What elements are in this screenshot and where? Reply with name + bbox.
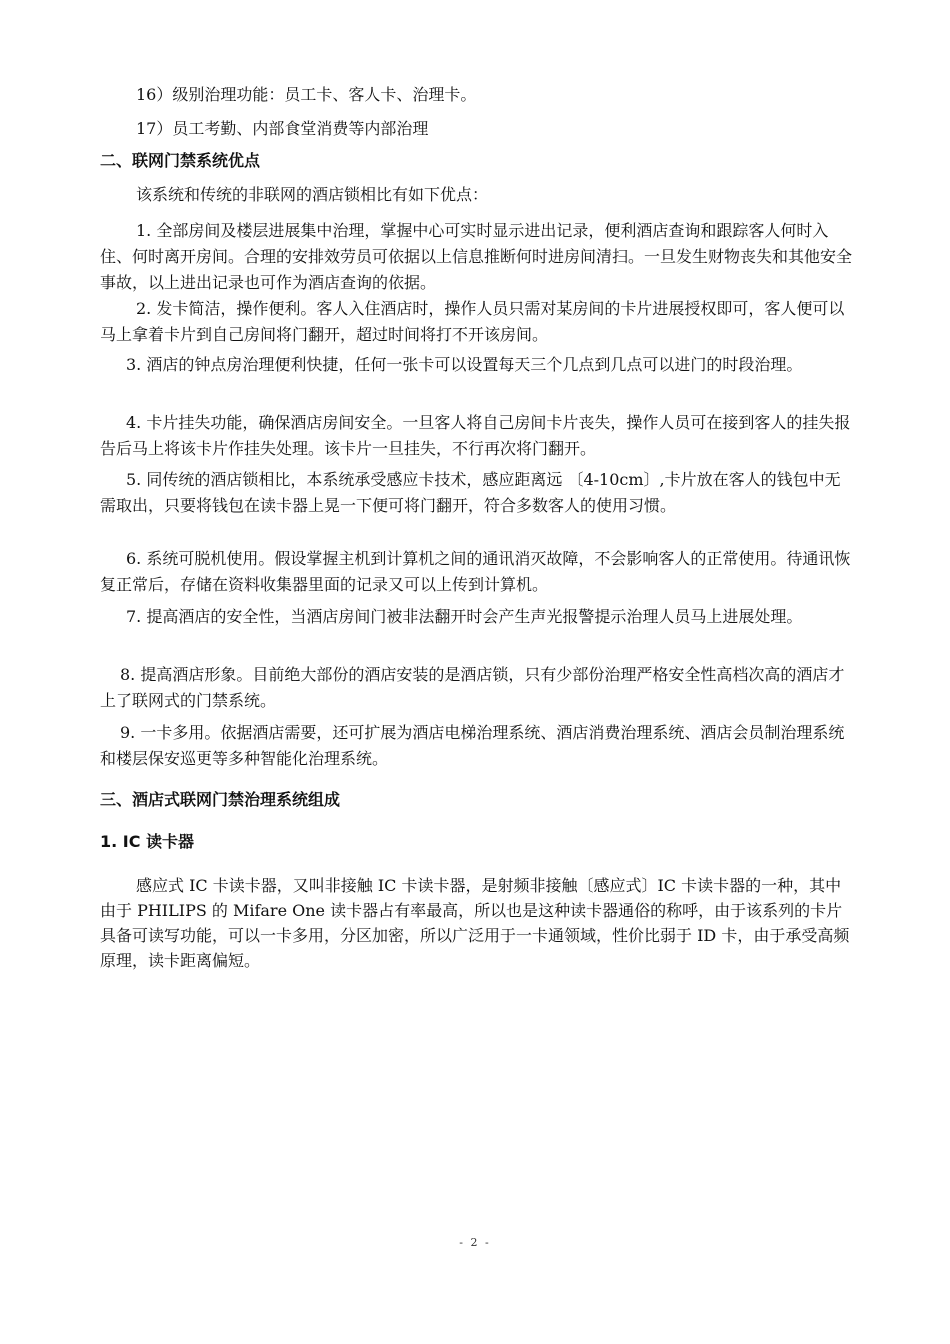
advantage-point-9: 9. 一卡多用。依据酒店需要，还可扩展为酒店电梯治理系统、酒店消费治理系统、酒店会员制治理系统和楼层保安巡更等多种智能化治理系统。 [100, 723, 845, 768]
advantage-point-2: 2. 发卡简洁，操作便利。客人入住酒店时，操作人员只需对某房间的卡片进展授权即可，客人便可以马上拿着卡片到自己房间将门翻开，超过时间将打不开该房间。 [100, 299, 845, 344]
list-item-16: 16）级别治理功能：员工卡、客人卡、治理卡。 [136, 85, 477, 104]
list-item-17: 17）员工考勤、内部食堂消费等内部治理 [136, 119, 429, 138]
subsection-heading-ic-reader: 1. IC 读卡器 [100, 832, 195, 851]
advantage-point-5: 5. 同传统的酒店锁相比，本系统承受感应卡技术，感应距离远 〔4-10cm〕,卡片放在客人的钱包中无需取出，只要将钱包在读卡器上晃一下便可将门翻开，符合多数客人的使用习惯。 [100, 470, 841, 515]
section-heading-advantages: 二、联网门禁系统优点 [100, 151, 261, 170]
page-number: - 2 - [459, 1236, 491, 1249]
advantage-point-6: 6. 系统可脱机使用。假设掌握主机到计算机之间的通讯消灭故障，不会影响客人的正常使用。待通讯恢复正常后，存储在资料收集器里面的记录又可以上传到计算机。 [100, 549, 851, 594]
ic-reader-description: 感应式 IC 卡读卡器，又叫非接触 IC 卡读卡器，是射频非接触〔感应式〕IC 卡读卡器的一种，其中由于 PHILIPS 的 Mifare One 读卡器占有率最高，所以也是这种读卡器通俗的称呼，由于该系列的卡片具备可读写功能，可以一卡多用，分区加密，所以广泛用于一卡通领域，性价比弱于 ID 卡，由于承受高频原理，读卡距离偏短。 [100, 876, 850, 970]
advantage-point-7: 7. 提高酒店的安全性，当酒店房间门被非法翻开时会产生声光报警提示治理人员马上进展处理。 [126, 607, 803, 626]
section-heading-components: 三、酒店式联网门禁治理系统组成 [100, 790, 341, 809]
advantage-point-8: 8. 提高酒店形象。目前绝大部份的酒店安装的是酒店锁，只有少部份治理严格安全性高档次高的酒店才上了联网式的门禁系统。 [100, 665, 845, 710]
advantage-point-4: 4. 卡片挂失功能，确保酒店房间安全。一旦客人将自己房间卡片丧失，操作人员可在接到客人的挂失报告后马上将该卡片作挂失处理。该卡片一旦挂失，不行再次将门翻开。 [100, 413, 851, 458]
advantage-point-1: 1. 全部房间及楼层进展集中治理，掌握中心可实时显示进出记录，便利酒店查询和跟踪客人何时入住、何时离开房间。合理的安排效劳员可依据以上信息推断何时进房间清扫。一旦发生财物丧失和其他安全事故，以上进出记录也可作为酒店查询的依据。 [100, 221, 853, 292]
advantage-point-3: 3. 酒店的钟点房治理便利快捷，任何一张卡可以设置每天三个几点到几点可以进门的时段治理。 [126, 355, 803, 374]
section-intro: 该系统和传统的非联网的酒店锁相比有如下优点： [136, 185, 489, 204]
